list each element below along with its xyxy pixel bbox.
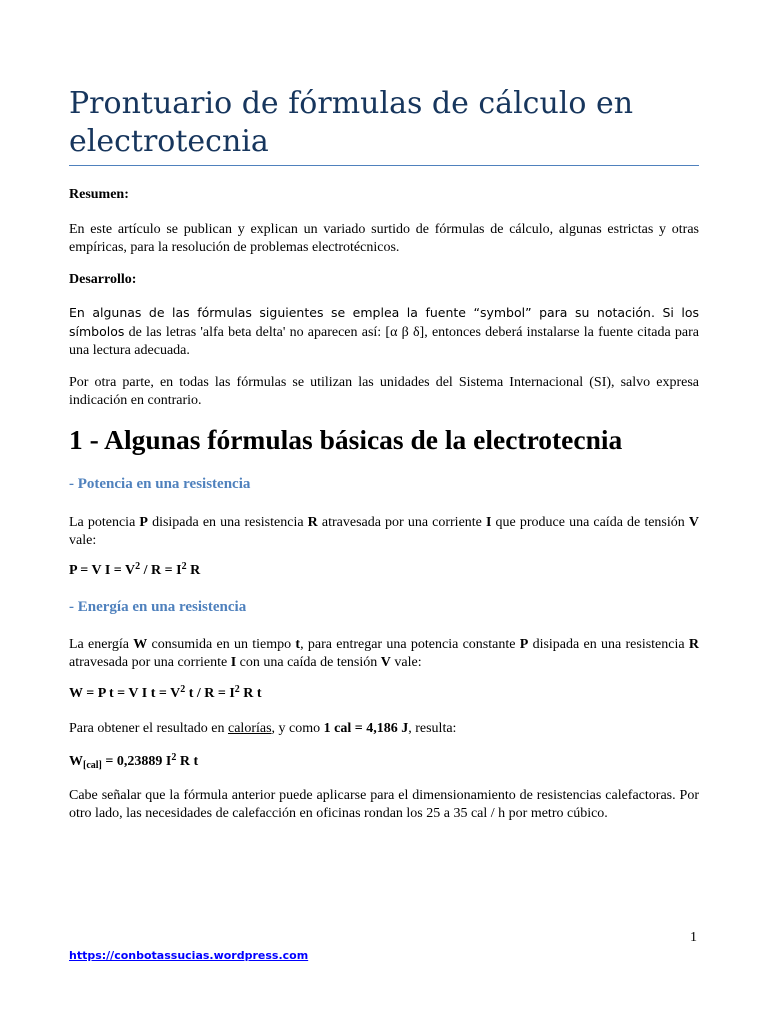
subsection-energia-title: - Energía en una resistencia: [69, 599, 247, 615]
calorias-paragraph: Para obtener el resultado en calorías, y como 1 cal = 4,186 J, resulta:: [69, 721, 457, 736]
final-paragraph: Cabe señalar que la fórmula anterior puede aplicarse para el dimensionamiento de resistencias calefactoras. Por otro lado, las necesidades de calefacción en oficinas rondan los 25 a 35 cal / h por metro cúbico.: [69, 788, 699, 821]
resumen-text: En este artículo se publican y explican un variado surtido de fórmulas de cálculo, algunas estrictas y otras empíricas, para la resolución de problemas electrotécnicos.: [69, 222, 699, 255]
desarrollo-paragraph-1: [69, 304, 699, 360]
desarrollo-heading: Desarrollo:: [69, 272, 137, 287]
document-title: Prontuario de fórmulas de cálculo en electrotecnia: [69, 86, 634, 159]
desarrollo-paragraph-2: Por otra parte, en todas las fórmulas se utilizan las unidades del Sistema Internacional (SI), salvo expresa indicación en contrario.: [69, 375, 699, 408]
subsection-potencia-title: - Potencia en una resistencia: [69, 476, 251, 492]
formula-calorias: $W_{[cal]} = 0,23889$ $I^2$ R t: [69, 752, 199, 771]
energia-paragraph: La energía W consumida en un tiempo t, para entregar una potencia constante P disipada en una resistencia R atravesada por una corriente I con una caída de tensión V vale:: [69, 637, 699, 670]
desarrollo-sans-text: En algunas de las fórmulas siguientes se emplea la fuente “symbol” para su notación. Si los símbolos: [69, 305, 699, 339]
formula-energia: W = P t = V I $t = V^2$ $t / R = I^2$ R t: [69, 684, 262, 701]
formula-potencia: P = V $I = V^2 / R = I^2$ R: [69, 561, 201, 578]
page-number: 1: [690, 930, 697, 945]
potencia-paragraph: La potencia P disipada en una resistencia R atravesada por una corriente I que produce una caída de tensión V vale:: [69, 515, 700, 548]
footer-url-link[interactable]: https://conbotassucias.wordpress.com: [69, 949, 309, 962]
calorias-term: calorías: [228, 721, 272, 736]
section-1-title: 1 - Algunas fórmulas básicas de la electrotecnia: [69, 424, 623, 455]
title-divider: [69, 165, 699, 166]
resumen-heading: Resumen:: [69, 187, 129, 202]
desarrollo-rest-text: de las letras 'alfa beta delta' no aparecen así: [α β δ], entonces deberá instalarse la fuente citada para una lectura adecuada.: [69, 325, 700, 358]
